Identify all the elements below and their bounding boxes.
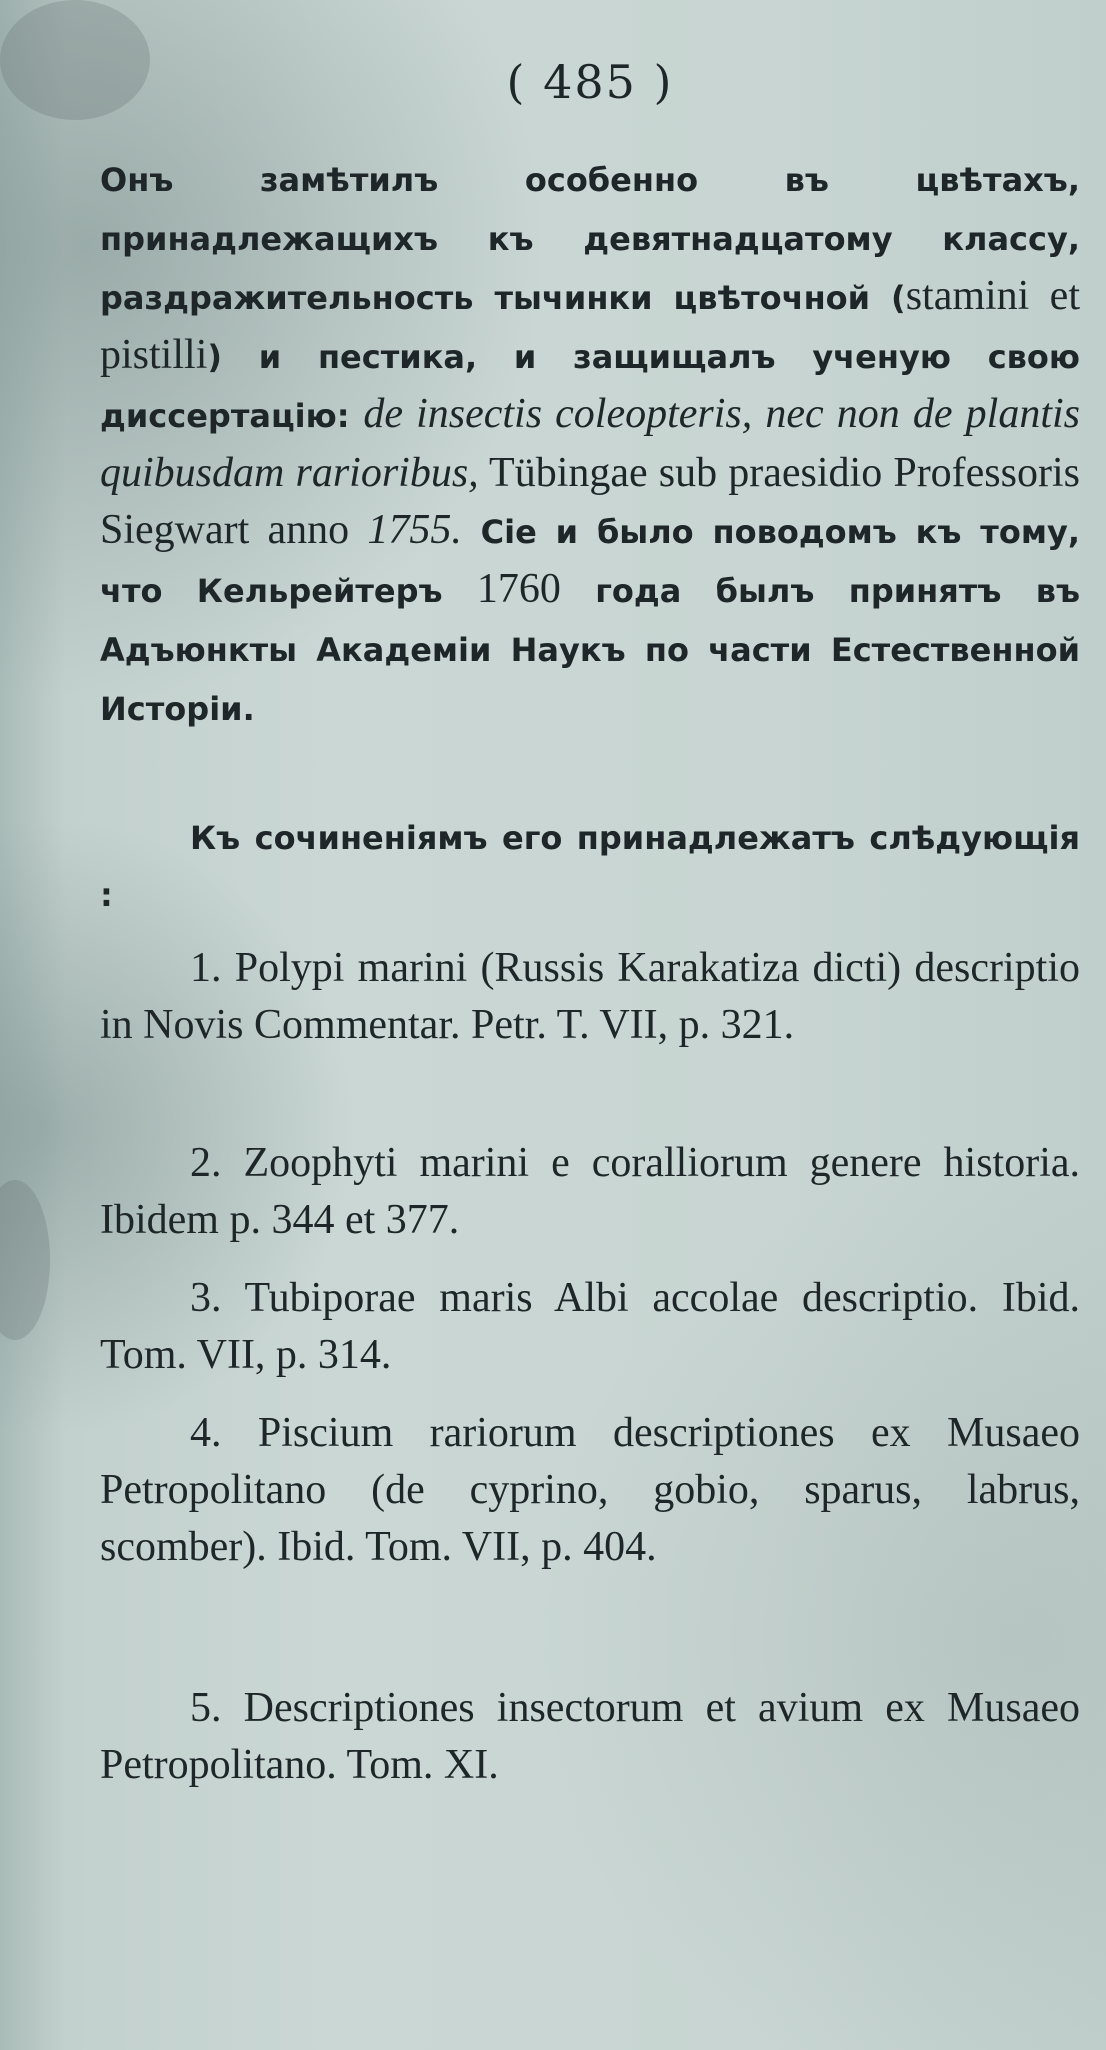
dissertation-title: de insectis coleopteris, nec non de plantis quibusdam rarioribus, (100, 391, 1081, 496)
latin-text: stamini et pistilli (100, 273, 1080, 378)
work-item: 5. Descriptiones insectorum et avium ex Musaeo Petropolitano. Tom. XI. (100, 1685, 1080, 1788)
year: 1755. (367, 507, 462, 553)
works-intro: Къ сочиненіямъ его принадлежатъ слѣдующія : (100, 819, 1080, 914)
biography-paragraph (100, 150, 1080, 738)
work-item: 4. Piscium rariorum descriptiones ex Musaeo Petropolitano (de cyprino, gobio, sparus, labrus, scomber). Ibid. Tom. VII, p. 404. (100, 1410, 1080, 1570)
work-item: 1. Polypi marini (Russis Karakatiza dicti) descriptio in Novis Commentar. Petr. T. VII, p. 321. (100, 945, 1080, 1048)
work-item: 2. Zoophyti marini e coralliorum genere historia. Ibidem p. 344 et 377. (100, 1140, 1080, 1243)
paragraph-text: ) и пестика, и защищалъ ученую свою диссертацію: (100, 338, 1080, 435)
work-item: 3. Tubiporae maris Albi accolae descriptio. Ibid. Tom. VII, p. 314. (100, 1275, 1080, 1378)
paragraph-text: Сіе и было поводомъ къ тому, что Кельрейтеръ (100, 513, 1080, 610)
page-number: ( 485 ) (506, 55, 674, 109)
paragraph-text: года былъ принятъ въ Адъюнкты Академіи Наукъ по части Естественной Исторіи. (100, 572, 1081, 728)
year: 1760 (476, 566, 561, 612)
paragraph-text: Онъ замѣтилъ особенно въ цвѣтахъ, принадлежащихъ къ девятнадцатому классу, раздражительность тычинки цвѣточной ( (100, 161, 1080, 317)
page-stain (0, 1180, 50, 1340)
latin-text: Tübingae sub praesidio Professoris Siegwart anno (100, 450, 1080, 553)
